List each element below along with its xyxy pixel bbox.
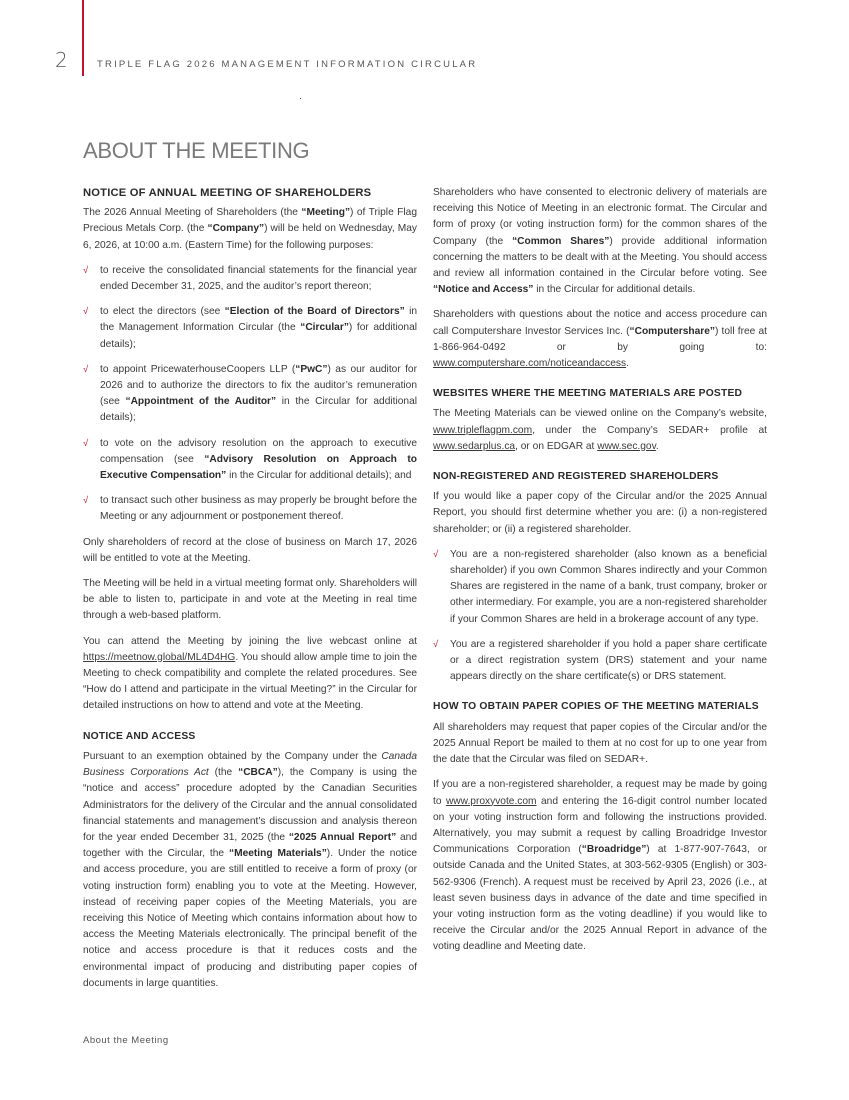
computershare-paragraph: Shareholders with questions about the notice and access procedure can call Computershare Investor Services Inc. (“Computershare”) toll free at 1-866-964-0492 or by going to: www.computershare.com/noticeandaccess.	[433, 309, 767, 370]
shareholder-types-list	[433, 547, 767, 686]
websites-paragraph: The Meeting Materials can be viewed online on the Company’s website, www.tripleflagpm.com, under the Company’s SEDAR+ profile at www.sedarplus.ca, or on EDGAR at www.sec.gov.	[433, 408, 767, 452]
section-heading-notice-access: NOTICE AND ACCESS	[83, 730, 196, 742]
proxyvote-link[interactable]: www.proxyvote.com	[445, 795, 537, 807]
checkmark-icon: √	[433, 638, 439, 650]
computershare-link[interactable]: www.computershare.com/noticeandaccess	[433, 358, 627, 370]
webcast-paragraph: You can attend the Meeting by joining the live webcast online at https://meetnow.global/ML4D4HG. You should allow ample time to join the Meeting to check compatibility and complete the related procedures. See “How do I attend and participate in the virtual Meeting?” in the Circular for detailed instructions on how to attend and vote at the Meeting.	[83, 635, 417, 712]
page-footer: About the Meeting	[83, 1035, 169, 1046]
shareholder-type-paragraph: If you would like a paper copy of the Circular and/or the 2025 Annual Report, you should first determine whether you are: (i) a non-registered shareholder; or (ii) a registered shareholder.	[433, 491, 767, 535]
page-number: 2	[55, 48, 68, 72]
section-heading-paper-copies: HOW TO OBTAIN PAPER COPIES OF THE MEETING MATERIALS	[433, 701, 759, 713]
record-date-paragraph: Only shareholders of record at the close of business on March 17, 2026 will be entitled to vote at the Meeting.	[83, 536, 417, 564]
list-item: √ You are a registered shareholder if you hold a paper share certificate or a direct registration system (DRS) statement and your name appears directly on the share certificate(s) or DRS statement.	[433, 638, 767, 683]
checkmark-icon: √	[83, 264, 89, 276]
left-column	[83, 185, 417, 1001]
decorative-dot	[300, 98, 301, 99]
checkmark-icon: √	[83, 495, 89, 507]
meetnow-link[interactable]: https://meetnow.global/ML4D4HG	[83, 651, 236, 663]
section-heading-registered: NON-REGISTERED AND REGISTERED SHAREHOLDERS	[433, 471, 719, 483]
broadridge-paragraph: If you are a non-registered shareholder, a request may be made by going to www.proxyvote.com and entering the 16-digit control number located on your voting instruction form and following the instructions provided. Alternatively, you may submit a request by calling Broadridge Investor Communications Corporation (“Broadridge”) at 1-877-907-7643, or outside Canada and the United States, at 303-562-9305 (English) or 303-562-9306 (French). A request must be received by April 23, 2026 (i.e., at least seven business days in advance of the date and time specified in your voting instruction form as the voting deadline) if you would like to receive the Circular and/or the 2025 Annual Report in advance of the voting deadline and Meeting date.	[433, 779, 768, 953]
list-item: √ to elect the directors (see “Election of the Board of Directors” in the Management Information Circular (the “Circular”) for additional details);	[83, 306, 418, 350]
checkmark-icon: √	[83, 306, 89, 318]
right-column	[433, 185, 767, 965]
list-item: √ to transact such other business as may properly be brought before the Meeting or any adjournment or postponement thereof.	[83, 495, 417, 523]
section-heading-notice: NOTICE OF ANNUAL MEETING OF SHAREHOLDERS	[83, 187, 372, 199]
list-item: √ to appoint PricewaterhouseCoopers LLP (“PwC”) as our auditor for 2026 and to authorize the directors to fix the auditor’s remuneration (see “Appointment of the Auditor” in the Circular for additional details);	[83, 363, 418, 424]
checkmark-icon: √	[83, 437, 89, 449]
sedarplus-link[interactable]: www.sedarplus.ca	[433, 440, 516, 452]
header-accent-rule	[82, 0, 84, 76]
list-item: √ to receive the consolidated financial statements for the financial year ended December 31, 2025, and the auditor’s report thereon;	[83, 264, 417, 293]
list-item: √ to vote on the advisory resolution on the approach to executive compensation (see “Advisory Resolution on Approach to Executive Compensation” in the Circular for additional details); and	[83, 437, 417, 482]
section-heading-websites: WEBSITES WHERE THE MEETING MATERIALS ARE POSTED	[433, 388, 743, 400]
notice-access-paragraph: Pursuant to an exemption obtained by the Company under the Canada Business Corporations Act (the “CBCA”), the Company is using the “notice and access” procedure adopted by the Canadian Securities Administrators for the delivery of the Circular and the annual consolidated financial statements and management’s discussion and analysis thereon for the year ended December 31, 2025 (the “2025 Annual Report” and together with the Circular, the “Meeting Materials”). Under the notice and access procedure, you are still entitled to receive a form of proxy (or voting instruction form) enabling you to vote at the Meeting. However, instead of receiving paper copies of the Meeting Materials, you are receiving this Notice of Meeting which contains information about how to access the Meeting Materials electronically. The principal benefit of the notice and access procedure is that it reduces costs and the environmental impact of producing and distributing paper copies of documents in large quantities.	[83, 750, 418, 989]
purposes-list	[83, 263, 417, 526]
list-item: √ You are a non-registered shareholder (also known as a beneficial shareholder) if you own Common Shares indirectly and your Common Shares are registered in the name of a bank, trust company, broker or other intermediary. For example, you are a non-registered shareholder if your Common Shares are held in a brokerage account of any type.	[433, 548, 767, 625]
paper-copies-paragraph: All shareholders may request that paper copies of the Circular and/or the 2025 Annual Report be mailed to them at no cost for up to one year from the date that the Circular was filed on SEDAR+.	[433, 721, 767, 766]
notice-intro-paragraph: The 2026 Annual Meeting of Shareholders (the “Meeting”) of Triple Flag Precious Metals Corp. (the “Company”) will be held on Wednesday, May 6, 2026, at 10:00 a.m. (Eastern Time) for the following purposes:	[83, 207, 417, 251]
running-header: TRIPLE FLAG 2026 MANAGEMENT INFORMATION CIRCULAR	[97, 59, 478, 70]
checkmark-icon: √	[83, 363, 89, 375]
tripleflag-link[interactable]: www.tripleflagpm.com	[433, 424, 533, 436]
sec-link[interactable]: www.sec.gov	[597, 440, 656, 452]
virtual-format-paragraph: The Meeting will be held in a virtual meeting format only. Shareholders will be able to listen to, participate in and vote at the Meeting in real time through a web-based platform.	[83, 578, 417, 622]
electronic-delivery-paragraph: Shareholders who have consented to electronic delivery of materials are receiving this Notice of Meeting in an electronic format. The Circular and form of proxy (or voting instruction form) for the common shares of the Company (the “Common Shares”) provide additional information concerning the matters to be dealt with at the Meeting. You should access and review all information contained in the Circular before voting. See “Notice and Access” in the Circular for additional details.	[433, 187, 767, 296]
checkmark-icon: √	[433, 548, 439, 560]
page-title: ABOUT THE MEETING	[83, 138, 310, 163]
